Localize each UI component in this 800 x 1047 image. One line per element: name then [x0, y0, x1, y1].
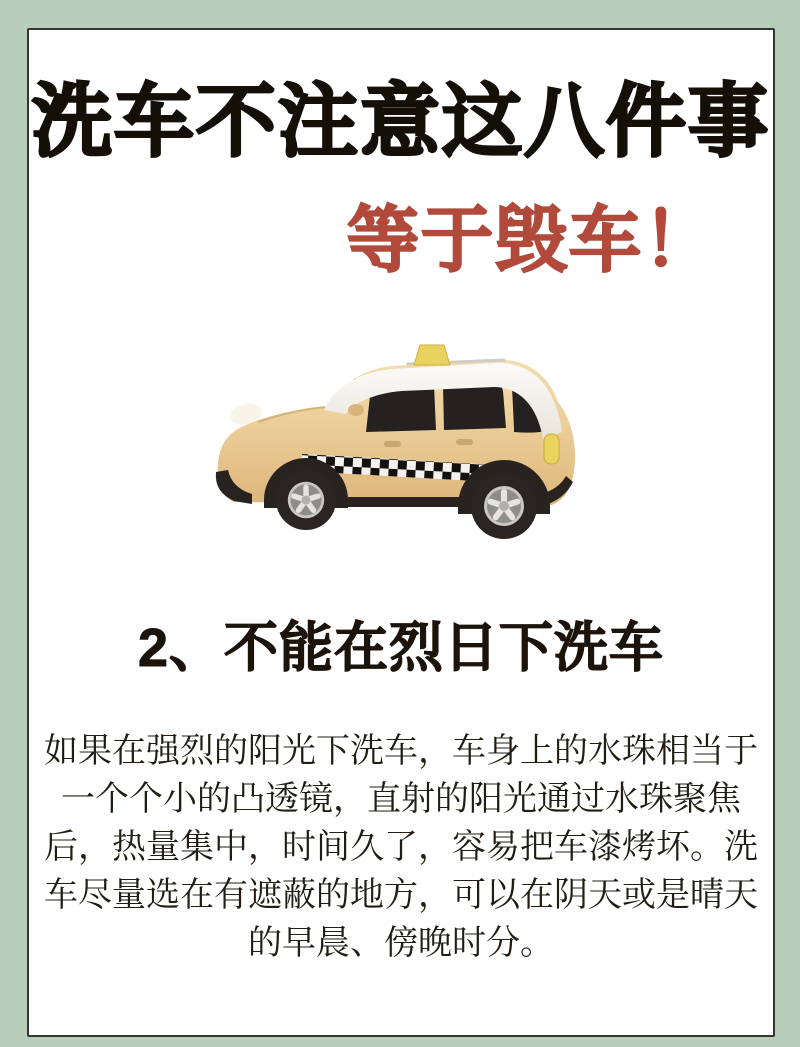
poster-title: 洗车不注意这八件事 [32, 77, 770, 166]
section-heading: 2、不能在烈日下洗车 [137, 618, 665, 678]
body-line-3: 后，热量集中，时间久了，容易把车漆烤坏。洗 [44, 827, 758, 866]
body-line-2: 一个个小的凸透镜，直射的阳光通过水珠聚焦 [61, 779, 741, 818]
toy-taxi-illustration [206, 342, 596, 542]
poster-card [27, 28, 775, 1037]
body-line-5: 的早晨、傍晚时分。 [248, 923, 554, 962]
poster-subtitle: 等于毁车！ [346, 201, 717, 281]
body-paragraph [29, 727, 773, 967]
toy-taxi-car-icon [206, 342, 596, 542]
body-line-4: 车尽量选在有遮蔽的地方，可以在阴天或是晴天 [44, 875, 758, 914]
body-line-1: 如果在强烈的阳光下洗车，车身上的水珠相当于 [44, 731, 758, 770]
